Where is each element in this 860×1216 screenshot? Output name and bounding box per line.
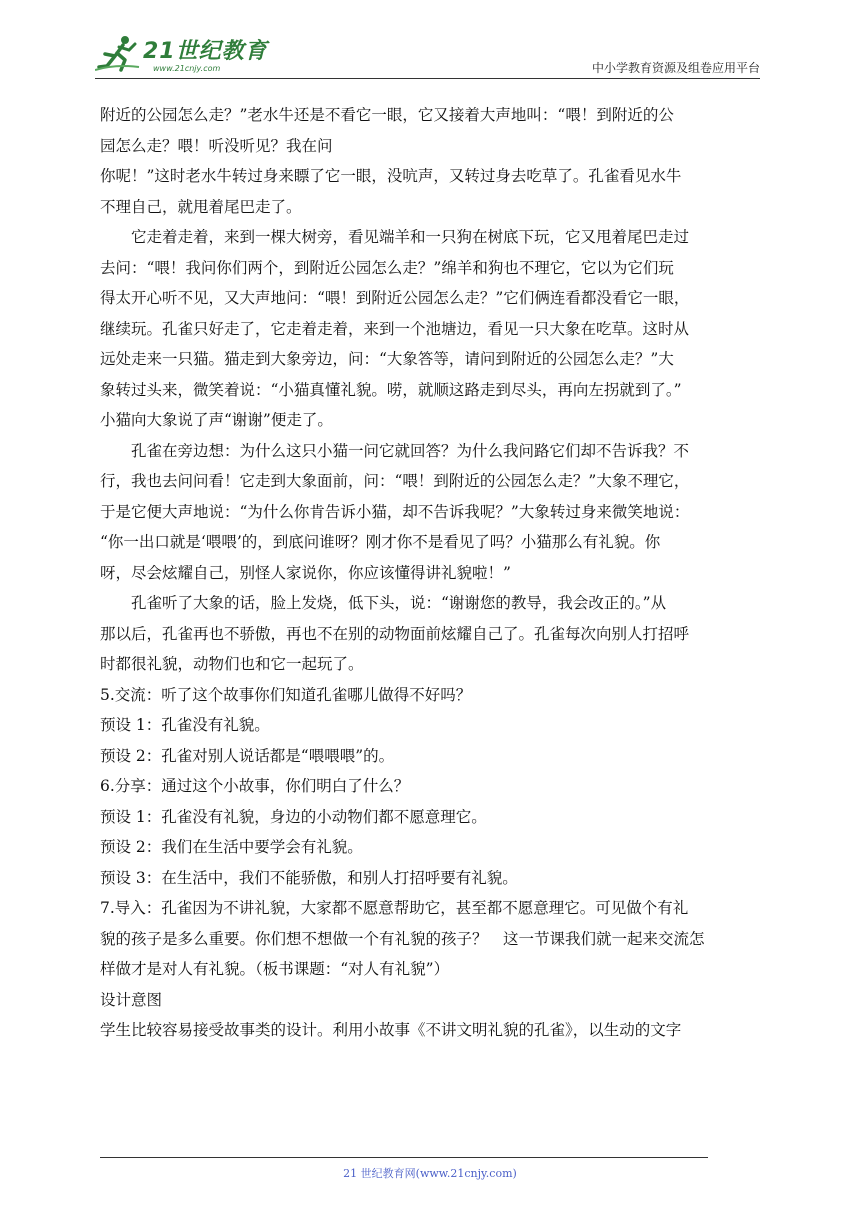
body-line: 样做才是对人有礼貌。（板书课题：“对人有礼貌”） <box>100 960 450 978</box>
body-line: 5.交流：听了这个故事你们知道孔雀哪儿做得不好吗？ <box>100 685 472 704</box>
page-footer: 21 世纪教育网(www.21cnjy.com) <box>343 1167 517 1180</box>
body-line: 行，我也去问问看！它走到大象面前，问：“喂！到附近的公园怎么走？”大象不理它， <box>100 472 690 490</box>
body-line: 时都很礼貌，动物们也和它一起玩了。 <box>100 655 364 673</box>
page-header <box>95 30 760 80</box>
body-line: 预设 2：我们在生活中要学会有礼貌。 <box>100 838 363 856</box>
logo <box>95 34 268 78</box>
body-line: 学生比较容易接受故事类的设计。利用小故事《不讲文明礼貌的孔雀》，以生动的文字 <box>100 1021 682 1039</box>
logo-url: www.21cnjy.com <box>153 64 221 73</box>
body-line: 呀，尽会炫耀自己，别怪人家说你，你应该懂得讲礼貌啦！” <box>100 563 511 582</box>
footer-divider <box>100 1157 708 1158</box>
document-body <box>100 100 765 1046</box>
body-line: 预设 1：孔雀没有礼貌。 <box>100 716 270 734</box>
body-line: 设计意图 <box>100 990 163 1009</box>
body-line: 它走着走着，来到一棵大树旁，看见端羊和一只狗在树底下玩，它又甩着尾巴走过 <box>100 228 690 246</box>
body-line: 预设 3：在生活中，我们不能骄傲，和别人打招呼要有礼貌。 <box>100 868 518 887</box>
body-line: 小猫向大象说了声“谢谢”便走了。 <box>100 411 333 429</box>
body-line: 预设 2：孔雀对别人说话都是“喂喂喂”的。 <box>100 746 395 765</box>
body-line: 孔雀听了大象的话，脸上发烧，低下头，说：“谢谢您的教导，我会改正的。”从 <box>100 594 667 612</box>
body-line: 象转过头来，微笑着说：“小猫真懂礼貌。唠，就顺这路走到尽头，再向左拐就到了。” <box>100 380 682 399</box>
body-line: 继续玩。孔雀只好走了，它走着走着，来到一个池塘边，看见一只大象在吃草。这时从 <box>100 319 690 338</box>
body-line: 预设 1：孔雀没有礼貌，身边的小动物们都不愿意理它。 <box>100 807 487 826</box>
logo-text: 21世纪教育 <box>143 39 268 64</box>
body-line: 不理自己，就甩着尾巴走了。 <box>100 197 302 216</box>
body-line: “你一出口就是‘喂喂’的，到底问谁呀？刚才你不是看见了吗？小猫那么有礼貌。你 <box>100 533 661 551</box>
body-line: 园怎么走？喂！听没听见？我在问 <box>100 136 333 155</box>
body-line: 附近的公园怎么走？”老水牛还是不看它一眼，它又接着大声地叫：“喂！到附近的公 <box>100 106 674 124</box>
body-line: 得太开心听不见，又大声地问：“喂！到附近公园怎么走？”它们俩连看都没看它一眼， <box>100 289 690 307</box>
header-divider <box>95 78 760 79</box>
body-line: 6.分享：通过这个小故事，你们明白了什么？ <box>100 777 410 795</box>
body-line: 远处走来一只猫。猫走到大象旁边，问：“大象答等，请问到附近的公园怎么走？”大 <box>100 350 674 368</box>
body-line: 孔雀在旁边想：为什么这只小猫一问它就回答？为什么我问路它们却不告诉我？不 <box>100 441 690 460</box>
body-line: 你呢！”这时老水牛转过身来瞟了它一眼，没吭声，又转过身去吃草了。孔雀看见水牛 <box>100 167 682 185</box>
header-platform-text: 中小学教育资源及组卷应用平台 <box>591 61 760 75</box>
body-line: 去问：“喂！我问你们两个，到附近公园怎么走？”绵羊和狗也不理它，它以为它们玩 <box>100 258 674 277</box>
running-figure-icon <box>95 34 141 74</box>
body-line: 于是它便大声地说：“为什么你肯告诉小猫，却不告诉我呢？”大象转过身来微笑地说： <box>100 502 690 521</box>
body-line: 那以后，孔雀再也不骄傲，再也不在别的动物面前炫耀自己了。孔雀每次向别人打招呼 <box>100 624 690 643</box>
body-line: 7.导入：孔雀因为不讲礼貌，大家都不愿意帮助它，甚至都不愿意理它。可见做个有礼 <box>100 899 689 917</box>
body-line: 貌的孩子是多么重要。你们想不想做一个有礼貌的孩子？ 这一节课我们就一起来交流怎 <box>100 929 705 948</box>
